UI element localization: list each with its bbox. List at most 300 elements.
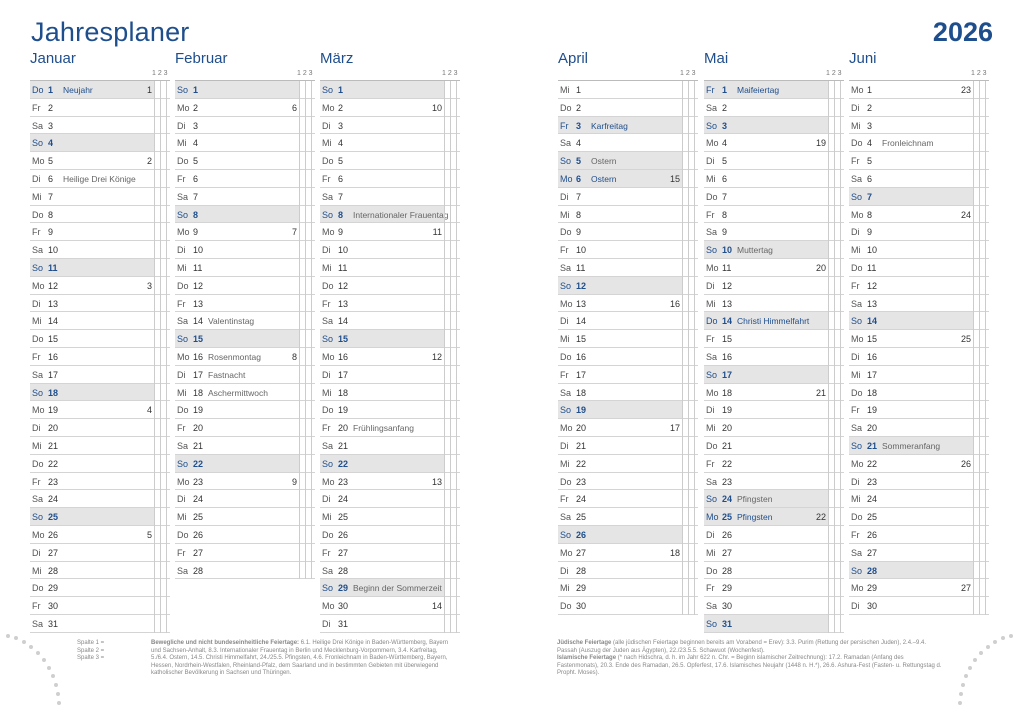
weekday: Fr bbox=[32, 476, 41, 487]
weekday: Mo bbox=[322, 351, 335, 362]
day-number: 4 bbox=[193, 138, 199, 149]
day-row[interactable] bbox=[704, 597, 844, 615]
weekday: Fr bbox=[706, 209, 715, 220]
event-name: Valentinstag bbox=[208, 316, 255, 327]
day-row[interactable] bbox=[704, 366, 844, 384]
day-row[interactable] bbox=[849, 117, 989, 135]
day-row[interactable] bbox=[30, 348, 170, 366]
weekday: So bbox=[560, 156, 572, 167]
day-row[interactable] bbox=[704, 562, 844, 580]
day-row[interactable] bbox=[558, 152, 698, 170]
day-row[interactable] bbox=[30, 508, 170, 526]
event-name: Aschermittwoch bbox=[208, 387, 268, 398]
day-row[interactable] bbox=[320, 473, 460, 491]
day-row[interactable] bbox=[849, 223, 989, 241]
weekday: Sa bbox=[177, 440, 189, 451]
day-row[interactable] bbox=[849, 152, 989, 170]
day-row[interactable] bbox=[558, 241, 698, 259]
day-number: 24 bbox=[867, 494, 878, 505]
day-number: 11 bbox=[576, 262, 586, 273]
weekday: Fr bbox=[560, 369, 569, 380]
day-row[interactable] bbox=[320, 579, 460, 597]
day-number: 13 bbox=[48, 298, 59, 309]
day-row[interactable] bbox=[558, 419, 698, 437]
weekday: Do bbox=[560, 102, 572, 113]
day-row[interactable] bbox=[849, 241, 989, 259]
day-number: 17 bbox=[193, 369, 204, 380]
day-row[interactable] bbox=[704, 312, 844, 330]
day-row[interactable] bbox=[320, 348, 460, 366]
day-number: 28 bbox=[338, 565, 349, 576]
day-row[interactable] bbox=[849, 81, 989, 99]
day-row[interactable] bbox=[320, 312, 460, 330]
day-row[interactable] bbox=[320, 455, 460, 473]
day-row[interactable] bbox=[704, 437, 844, 455]
day-row[interactable] bbox=[558, 384, 698, 402]
day-row[interactable] bbox=[849, 419, 989, 437]
day-number: 23 bbox=[722, 476, 733, 487]
day-row[interactable] bbox=[704, 455, 844, 473]
day-row[interactable] bbox=[320, 295, 460, 313]
week-number: 18 bbox=[669, 547, 680, 558]
day-number: 6 bbox=[193, 173, 199, 184]
day-row[interactable] bbox=[175, 455, 315, 473]
day-row[interactable] bbox=[320, 223, 460, 241]
day-row[interactable] bbox=[30, 295, 170, 313]
day-row[interactable] bbox=[704, 419, 844, 437]
weekday: Di bbox=[706, 529, 715, 540]
day-number: 7 bbox=[48, 191, 54, 202]
weekday: Fr bbox=[177, 547, 186, 558]
day-row[interactable] bbox=[558, 206, 698, 224]
weekday: Do bbox=[706, 316, 718, 327]
day-row[interactable] bbox=[320, 152, 460, 170]
day-row[interactable] bbox=[30, 597, 170, 615]
day-row[interactable] bbox=[320, 562, 460, 580]
day-row[interactable] bbox=[558, 490, 698, 508]
weekday: Fr bbox=[32, 351, 41, 362]
holiday-note-left bbox=[151, 640, 451, 678]
weekday: So bbox=[32, 262, 44, 273]
week-number: 20 bbox=[815, 262, 826, 273]
day-row[interactable] bbox=[849, 277, 989, 295]
weekday: So bbox=[177, 458, 189, 469]
day-row[interactable] bbox=[175, 206, 315, 224]
weekday: Sa bbox=[560, 138, 572, 149]
day-row[interactable] bbox=[849, 597, 989, 615]
week-number: 19 bbox=[815, 138, 826, 149]
day-row[interactable] bbox=[320, 99, 460, 117]
day-number: 10 bbox=[576, 245, 587, 256]
day-number: 21 bbox=[338, 440, 349, 451]
day-number: 2 bbox=[193, 102, 199, 113]
day-row[interactable] bbox=[704, 206, 844, 224]
weekday: Do bbox=[322, 280, 334, 291]
day-row[interactable] bbox=[175, 170, 315, 188]
day-row[interactable] bbox=[558, 312, 698, 330]
day-row[interactable] bbox=[704, 490, 844, 508]
day-row[interactable] bbox=[320, 508, 460, 526]
day-number: 11 bbox=[193, 262, 203, 273]
day-row[interactable] bbox=[320, 241, 460, 259]
day-row[interactable] bbox=[849, 134, 989, 152]
day-row[interactable] bbox=[704, 223, 844, 241]
day-row[interactable] bbox=[175, 366, 315, 384]
day-row[interactable] bbox=[558, 544, 698, 562]
day-row[interactable] bbox=[30, 188, 170, 206]
day-row[interactable] bbox=[704, 526, 844, 544]
day-row[interactable] bbox=[320, 188, 460, 206]
day-row[interactable] bbox=[849, 99, 989, 117]
day-row[interactable] bbox=[30, 579, 170, 597]
event-name: Internationaler Frauentag bbox=[353, 209, 449, 220]
day-row[interactable] bbox=[30, 490, 170, 508]
day-row[interactable] bbox=[849, 544, 989, 562]
day-row[interactable] bbox=[558, 99, 698, 117]
day-row[interactable] bbox=[320, 419, 460, 437]
weekday: Sa bbox=[706, 476, 718, 487]
day-row[interactable] bbox=[30, 384, 170, 402]
day-row[interactable] bbox=[30, 437, 170, 455]
day-row[interactable] bbox=[175, 81, 315, 99]
day-row[interactable] bbox=[558, 170, 698, 188]
day-row[interactable] bbox=[320, 544, 460, 562]
day-row[interactable] bbox=[30, 366, 170, 384]
day-number: 10 bbox=[338, 245, 349, 256]
day-row[interactable] bbox=[30, 562, 170, 580]
weekday: So bbox=[32, 138, 44, 149]
day-row[interactable] bbox=[30, 152, 170, 170]
day-row[interactable] bbox=[175, 437, 315, 455]
day-row[interactable] bbox=[320, 134, 460, 152]
day-row[interactable] bbox=[175, 473, 315, 491]
day-number: 12 bbox=[48, 280, 59, 291]
day-number: 29 bbox=[48, 583, 59, 594]
day-row[interactable] bbox=[704, 99, 844, 117]
day-row[interactable] bbox=[704, 330, 844, 348]
day-row[interactable] bbox=[849, 579, 989, 597]
day-row[interactable] bbox=[849, 170, 989, 188]
day-row[interactable] bbox=[30, 134, 170, 152]
day-number: 9 bbox=[722, 227, 728, 238]
week-number: 17 bbox=[669, 423, 680, 434]
day-row[interactable] bbox=[175, 562, 315, 580]
day-row[interactable] bbox=[30, 241, 170, 259]
day-row[interactable] bbox=[704, 241, 844, 259]
day-row[interactable] bbox=[175, 99, 315, 117]
day-number: 14 bbox=[722, 316, 733, 327]
day-row[interactable] bbox=[558, 348, 698, 366]
week-number: 14 bbox=[431, 601, 442, 612]
day-number: 23 bbox=[193, 476, 204, 487]
week-number: 12 bbox=[431, 351, 442, 362]
weekday: Mi bbox=[851, 494, 861, 505]
day-number: 20 bbox=[722, 423, 733, 434]
weekday: Mo bbox=[177, 476, 190, 487]
weekday: Mi bbox=[706, 298, 716, 309]
day-row[interactable] bbox=[849, 526, 989, 544]
day-row[interactable] bbox=[175, 330, 315, 348]
day-row[interactable] bbox=[704, 579, 844, 597]
day-row[interactable] bbox=[558, 526, 698, 544]
day-row[interactable] bbox=[849, 473, 989, 491]
weekday: Mo bbox=[177, 227, 190, 238]
day-row[interactable] bbox=[849, 188, 989, 206]
day-row[interactable] bbox=[30, 259, 170, 277]
event-name: Maifeiertag bbox=[737, 85, 780, 95]
weekday: Sa bbox=[322, 316, 334, 327]
day-number: 19 bbox=[867, 405, 878, 416]
day-number: 22 bbox=[193, 458, 204, 469]
day-row[interactable] bbox=[849, 562, 989, 580]
weekday: Mi bbox=[32, 191, 42, 202]
event-name: Sommeranfang bbox=[882, 440, 941, 451]
day-row[interactable] bbox=[320, 81, 460, 99]
day-row[interactable] bbox=[704, 259, 844, 277]
day-row[interactable] bbox=[320, 384, 460, 402]
day-row[interactable] bbox=[30, 81, 170, 99]
weekday: So bbox=[32, 387, 44, 398]
day-row[interactable] bbox=[704, 401, 844, 419]
weekday: Fr bbox=[322, 173, 331, 184]
day-row[interactable] bbox=[175, 419, 315, 437]
day-row[interactable] bbox=[558, 366, 698, 384]
day-row[interactable] bbox=[704, 508, 844, 526]
day-row[interactable] bbox=[849, 295, 989, 313]
day-row[interactable] bbox=[320, 259, 460, 277]
day-number: 26 bbox=[576, 529, 587, 540]
day-row[interactable] bbox=[558, 437, 698, 455]
day-row[interactable] bbox=[849, 330, 989, 348]
weekday: Mo bbox=[706, 262, 719, 273]
weekday: Fr bbox=[560, 120, 569, 131]
month-name: Februar bbox=[175, 50, 228, 67]
day-row[interactable] bbox=[558, 330, 698, 348]
day-number: 16 bbox=[193, 351, 204, 362]
day-row[interactable] bbox=[849, 508, 989, 526]
day-row[interactable] bbox=[320, 401, 460, 419]
day-row[interactable] bbox=[175, 188, 315, 206]
event-name: Muttertag bbox=[737, 245, 773, 256]
weekday: Mi bbox=[851, 245, 861, 256]
day-row[interactable] bbox=[849, 384, 989, 402]
day-row[interactable] bbox=[558, 473, 698, 491]
day-number: 17 bbox=[867, 369, 878, 380]
day-row[interactable] bbox=[320, 170, 460, 188]
day-row[interactable] bbox=[30, 223, 170, 241]
day-row[interactable] bbox=[704, 134, 844, 152]
day-row[interactable] bbox=[704, 384, 844, 402]
note-heading: Jüdische Feiertage bbox=[557, 640, 612, 646]
day-row[interactable] bbox=[558, 295, 698, 313]
decorative-dots-right bbox=[945, 628, 1020, 712]
day-row[interactable] bbox=[175, 508, 315, 526]
day-number: 10 bbox=[48, 245, 59, 256]
month-name: Mai bbox=[704, 50, 729, 67]
day-row[interactable] bbox=[320, 117, 460, 135]
weekday: Mo bbox=[322, 601, 335, 612]
day-grid bbox=[320, 80, 460, 633]
day-row[interactable] bbox=[704, 81, 844, 99]
day-row[interactable] bbox=[704, 277, 844, 295]
day-row[interactable] bbox=[175, 259, 315, 277]
weekday: Fr bbox=[177, 423, 186, 434]
weekday: Do bbox=[177, 405, 189, 416]
weekday: Mi bbox=[560, 334, 570, 345]
day-row[interactable] bbox=[704, 348, 844, 366]
day-row[interactable] bbox=[849, 490, 989, 508]
event-name: Christi Himmelfahrt bbox=[737, 316, 810, 327]
decorative-dots-left bbox=[0, 628, 70, 712]
day-number: 4 bbox=[338, 138, 344, 149]
day-row[interactable] bbox=[704, 615, 844, 633]
day-row[interactable] bbox=[558, 117, 698, 135]
day-row[interactable] bbox=[704, 188, 844, 206]
day-row[interactable] bbox=[558, 81, 698, 99]
weekday: Mo bbox=[706, 138, 719, 149]
day-row[interactable] bbox=[849, 259, 989, 277]
day-row[interactable] bbox=[175, 544, 315, 562]
day-number: 26 bbox=[193, 529, 204, 540]
weekday: Sa bbox=[177, 565, 189, 576]
day-grid bbox=[30, 80, 170, 633]
day-row[interactable] bbox=[175, 223, 315, 241]
day-row[interactable] bbox=[704, 117, 844, 135]
day-row[interactable] bbox=[704, 473, 844, 491]
weekday: Fr bbox=[322, 298, 331, 309]
day-row[interactable] bbox=[704, 295, 844, 313]
day-row[interactable] bbox=[558, 401, 698, 419]
weekday: Mi bbox=[322, 138, 332, 149]
weekday: Mo bbox=[560, 173, 573, 184]
note-text: 6.1. Heilige Drei Könige in Baden-Württemberg, Bayern und Sachsen-Anhalt, 8.3. Internationaler Frauentag in Berlin und Mecklenburg-Vorpommern, 3.4. Karfreitag, 5./6.4. Ostern, 14.5. Christi Himmelfahrt, 24./25.5. Pfingsten, 4.6. Fronleichnam in Baden-Württemberg, Bayern, Hessen, Nordrhein-Westfalen, Rheinland-Pfalz, dem Saarland und in bestimmten Gebieten mit überwiegend katholischer Bevölkerung in Sachsen und Thüringen. bbox=[151, 640, 449, 677]
day-number: 25 bbox=[867, 512, 878, 523]
weekday: Mo bbox=[560, 298, 573, 309]
day-row[interactable] bbox=[175, 526, 315, 544]
day-row[interactable] bbox=[30, 544, 170, 562]
day-row[interactable] bbox=[320, 366, 460, 384]
weekday: Do bbox=[32, 458, 44, 469]
weekday: Di bbox=[322, 245, 331, 256]
day-row[interactable] bbox=[320, 206, 460, 224]
day-row[interactable] bbox=[175, 401, 315, 419]
weekday: Fr bbox=[706, 458, 715, 469]
day-number: 16 bbox=[576, 351, 587, 362]
day-row[interactable] bbox=[704, 544, 844, 562]
weekday: Di bbox=[32, 173, 41, 184]
weekday: Sa bbox=[706, 227, 718, 238]
day-row[interactable] bbox=[30, 455, 170, 473]
note-text: (alle jüdischen Feiertage beginnen bereits am Vorabend = Erev): 3.3. Purim (Rettung der persischen Juden), 2.4.–9.4. Passah (Auszug der Juden aus Ägypten), 22./23.5.5. Schawuot (Wochenfest). bbox=[557, 640, 927, 654]
day-row[interactable] bbox=[30, 419, 170, 437]
day-number: 3 bbox=[193, 120, 199, 131]
day-row[interactable] bbox=[558, 277, 698, 295]
day-row[interactable] bbox=[30, 170, 170, 188]
day-number: 27 bbox=[867, 547, 878, 558]
day-row[interactable] bbox=[704, 170, 844, 188]
day-row[interactable] bbox=[849, 437, 989, 455]
weekday: Di bbox=[706, 156, 715, 167]
day-row[interactable] bbox=[175, 384, 315, 402]
weekday: Sa bbox=[32, 369, 44, 380]
weekday: Mi bbox=[32, 565, 42, 576]
day-row[interactable] bbox=[849, 312, 989, 330]
day-row[interactable] bbox=[175, 490, 315, 508]
day-number: 16 bbox=[338, 351, 349, 362]
day-row[interactable] bbox=[849, 401, 989, 419]
day-row[interactable] bbox=[175, 117, 315, 135]
weekday: Mo bbox=[32, 529, 45, 540]
day-row[interactable] bbox=[558, 134, 698, 152]
weekday: Mi bbox=[322, 262, 332, 273]
day-row[interactable] bbox=[175, 348, 315, 366]
weekday: So bbox=[851, 565, 863, 576]
day-row[interactable] bbox=[30, 99, 170, 117]
day-row[interactable] bbox=[558, 562, 698, 580]
month-name: April bbox=[558, 50, 589, 67]
weekday: Fr bbox=[32, 227, 41, 238]
weekday: Di bbox=[560, 440, 569, 451]
weekday: So bbox=[706, 369, 718, 380]
day-number: 28 bbox=[48, 565, 59, 576]
day-row[interactable] bbox=[558, 508, 698, 526]
day-row[interactable] bbox=[30, 117, 170, 135]
event-name: Rosenmontag bbox=[208, 351, 261, 362]
day-row[interactable] bbox=[320, 277, 460, 295]
day-row[interactable] bbox=[320, 597, 460, 615]
day-row[interactable] bbox=[704, 152, 844, 170]
day-row[interactable] bbox=[849, 348, 989, 366]
day-number: 8 bbox=[338, 209, 344, 220]
day-row[interactable] bbox=[30, 401, 170, 419]
day-row[interactable] bbox=[30, 206, 170, 224]
day-row[interactable] bbox=[30, 277, 170, 295]
day-number: 7 bbox=[338, 191, 344, 202]
day-number: 15 bbox=[722, 334, 733, 345]
day-row[interactable] bbox=[175, 277, 315, 295]
day-row[interactable] bbox=[558, 188, 698, 206]
day-row[interactable] bbox=[320, 615, 460, 633]
day-row[interactable] bbox=[175, 134, 315, 152]
day-row[interactable] bbox=[849, 455, 989, 473]
day-row[interactable] bbox=[30, 473, 170, 491]
day-row[interactable] bbox=[30, 330, 170, 348]
day-number: 9 bbox=[867, 227, 873, 238]
weekday: Mo bbox=[560, 423, 573, 434]
day-row[interactable] bbox=[558, 597, 698, 615]
day-row[interactable] bbox=[320, 490, 460, 508]
day-row[interactable] bbox=[558, 259, 698, 277]
day-row[interactable] bbox=[558, 579, 698, 597]
day-row[interactable] bbox=[175, 152, 315, 170]
day-row[interactable] bbox=[849, 366, 989, 384]
day-grid bbox=[175, 80, 315, 579]
day-row[interactable] bbox=[558, 455, 698, 473]
day-row[interactable] bbox=[558, 223, 698, 241]
day-row[interactable] bbox=[320, 526, 460, 544]
day-row[interactable] bbox=[320, 330, 460, 348]
day-number: 1 bbox=[722, 85, 728, 95]
day-row[interactable] bbox=[30, 312, 170, 330]
day-row[interactable] bbox=[175, 295, 315, 313]
weekday: Sa bbox=[851, 173, 863, 184]
day-row[interactable] bbox=[175, 241, 315, 259]
day-row[interactable] bbox=[320, 437, 460, 455]
day-row[interactable] bbox=[175, 312, 315, 330]
day-row[interactable] bbox=[849, 206, 989, 224]
day-number: 5 bbox=[867, 156, 873, 167]
day-row[interactable] bbox=[30, 526, 170, 544]
